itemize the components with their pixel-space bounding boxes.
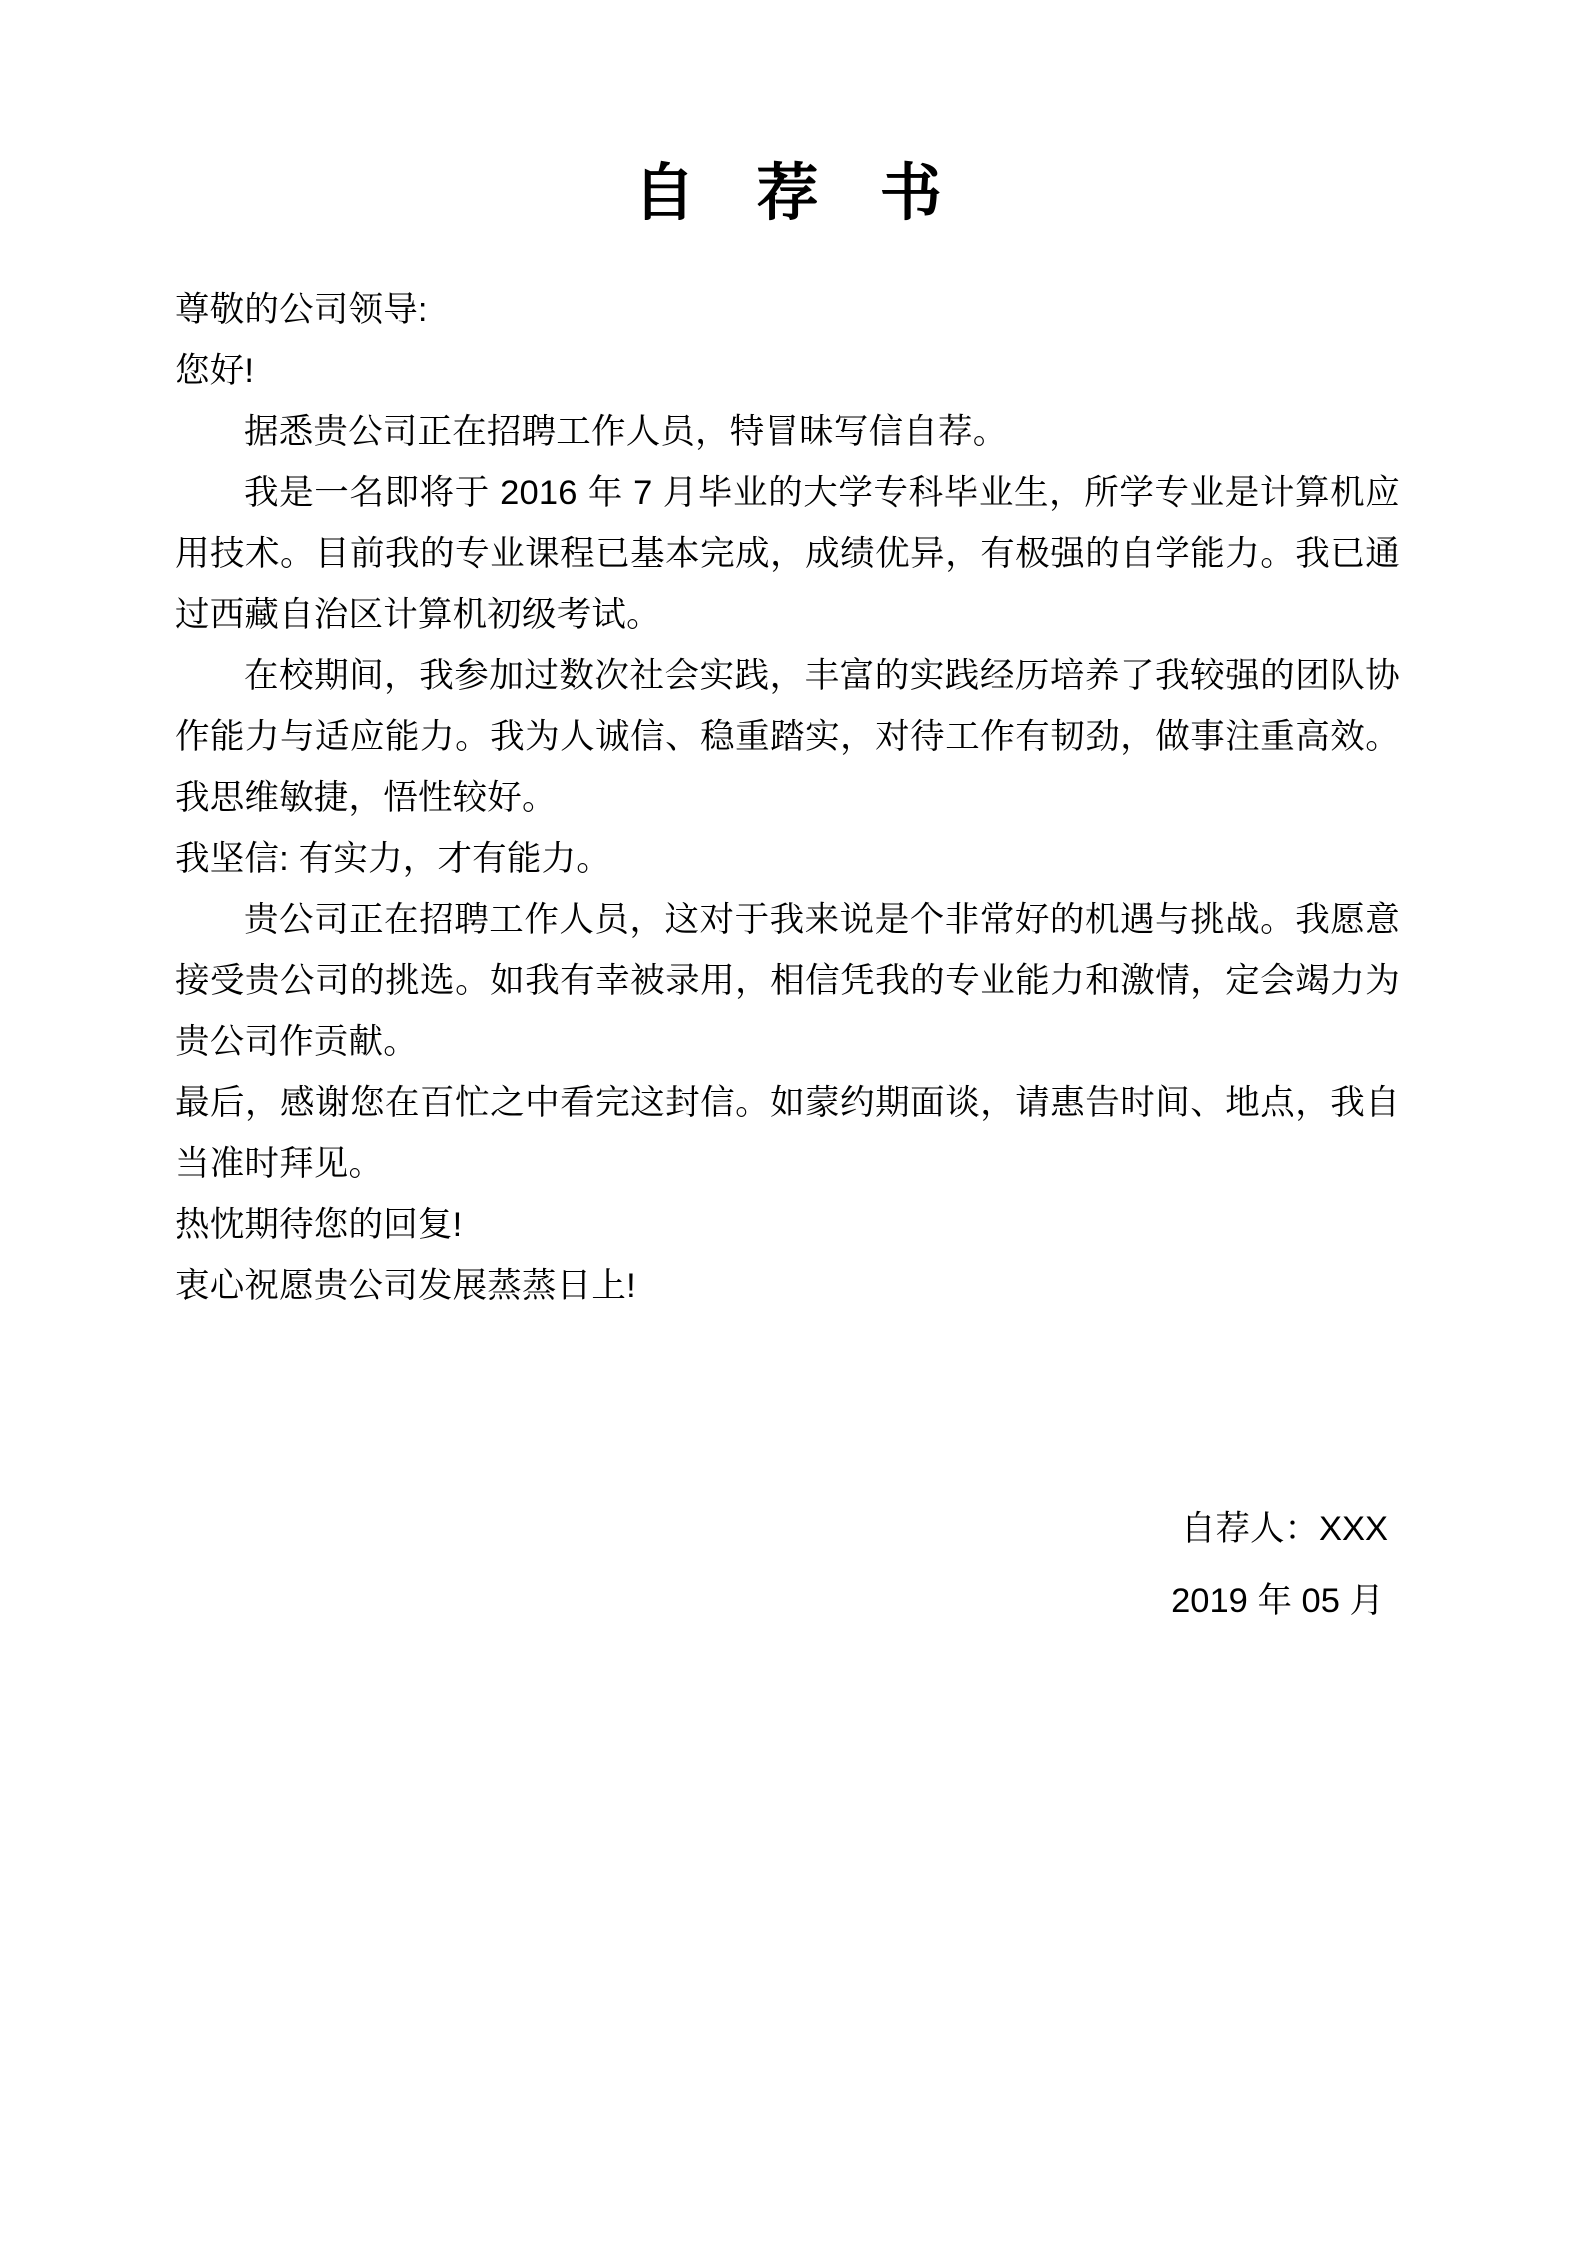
signature-date: 2019 年 05 月	[1171, 1582, 1384, 1621]
greeting-line: 您好!	[175, 352, 255, 391]
signer-name: 自荐人：XXX	[1180, 1510, 1388, 1549]
paragraph-experience: 在校期间，我参加过数次社会实践，丰富的实践经历培养了我较强的团队协作能力与适应能力。我为人诚信、稳重踏实，对待工作有韧劲，做事注重高效。我思维敏捷，悟性较好。	[175, 657, 1400, 818]
paragraph-education: 我是一名即将于 2016 年 7 月毕业的大学专科毕业生，所学专业是计算机应用技术。目前我的专业课程已基本完成，成绩优异，有极强的自学能力。我已通过西藏自治区计算机初级考试。	[175, 474, 1400, 635]
paragraph-awaiting-reply: 热忱期待您的回复!	[175, 1206, 463, 1245]
paragraph-intro: 据悉贵公司正在招聘工作人员，特冒昧写信自荐。	[244, 413, 1008, 452]
page-title: 自 荐 书	[633, 159, 964, 228]
paragraph-best-wishes: 衷心祝愿贵公司发展蒸蒸日上!	[175, 1267, 636, 1306]
document-content	[175, 0, 1400, 1637]
paragraph-thanks: 最后，感谢您在百忙之中看完这封信。如蒙约期面谈，请惠告时间、地点，我自当准时拜见。	[175, 1084, 1400, 1184]
paragraph-opportunity: 贵公司正在招聘工作人员，这对于我来说是个非常好的机遇与挑战。我愿意接受贵公司的挑选。如我有幸被录用，相信凭我的专业能力和激情，定会竭力为贵公司作贡献。	[175, 901, 1400, 1062]
paragraph-belief: 我坚信: 有实力，才有能力。	[175, 840, 611, 879]
salutation-line: 尊敬的公司领导:	[175, 291, 428, 330]
signature-block	[175, 1493, 1400, 1637]
letter-body	[175, 280, 1400, 1317]
